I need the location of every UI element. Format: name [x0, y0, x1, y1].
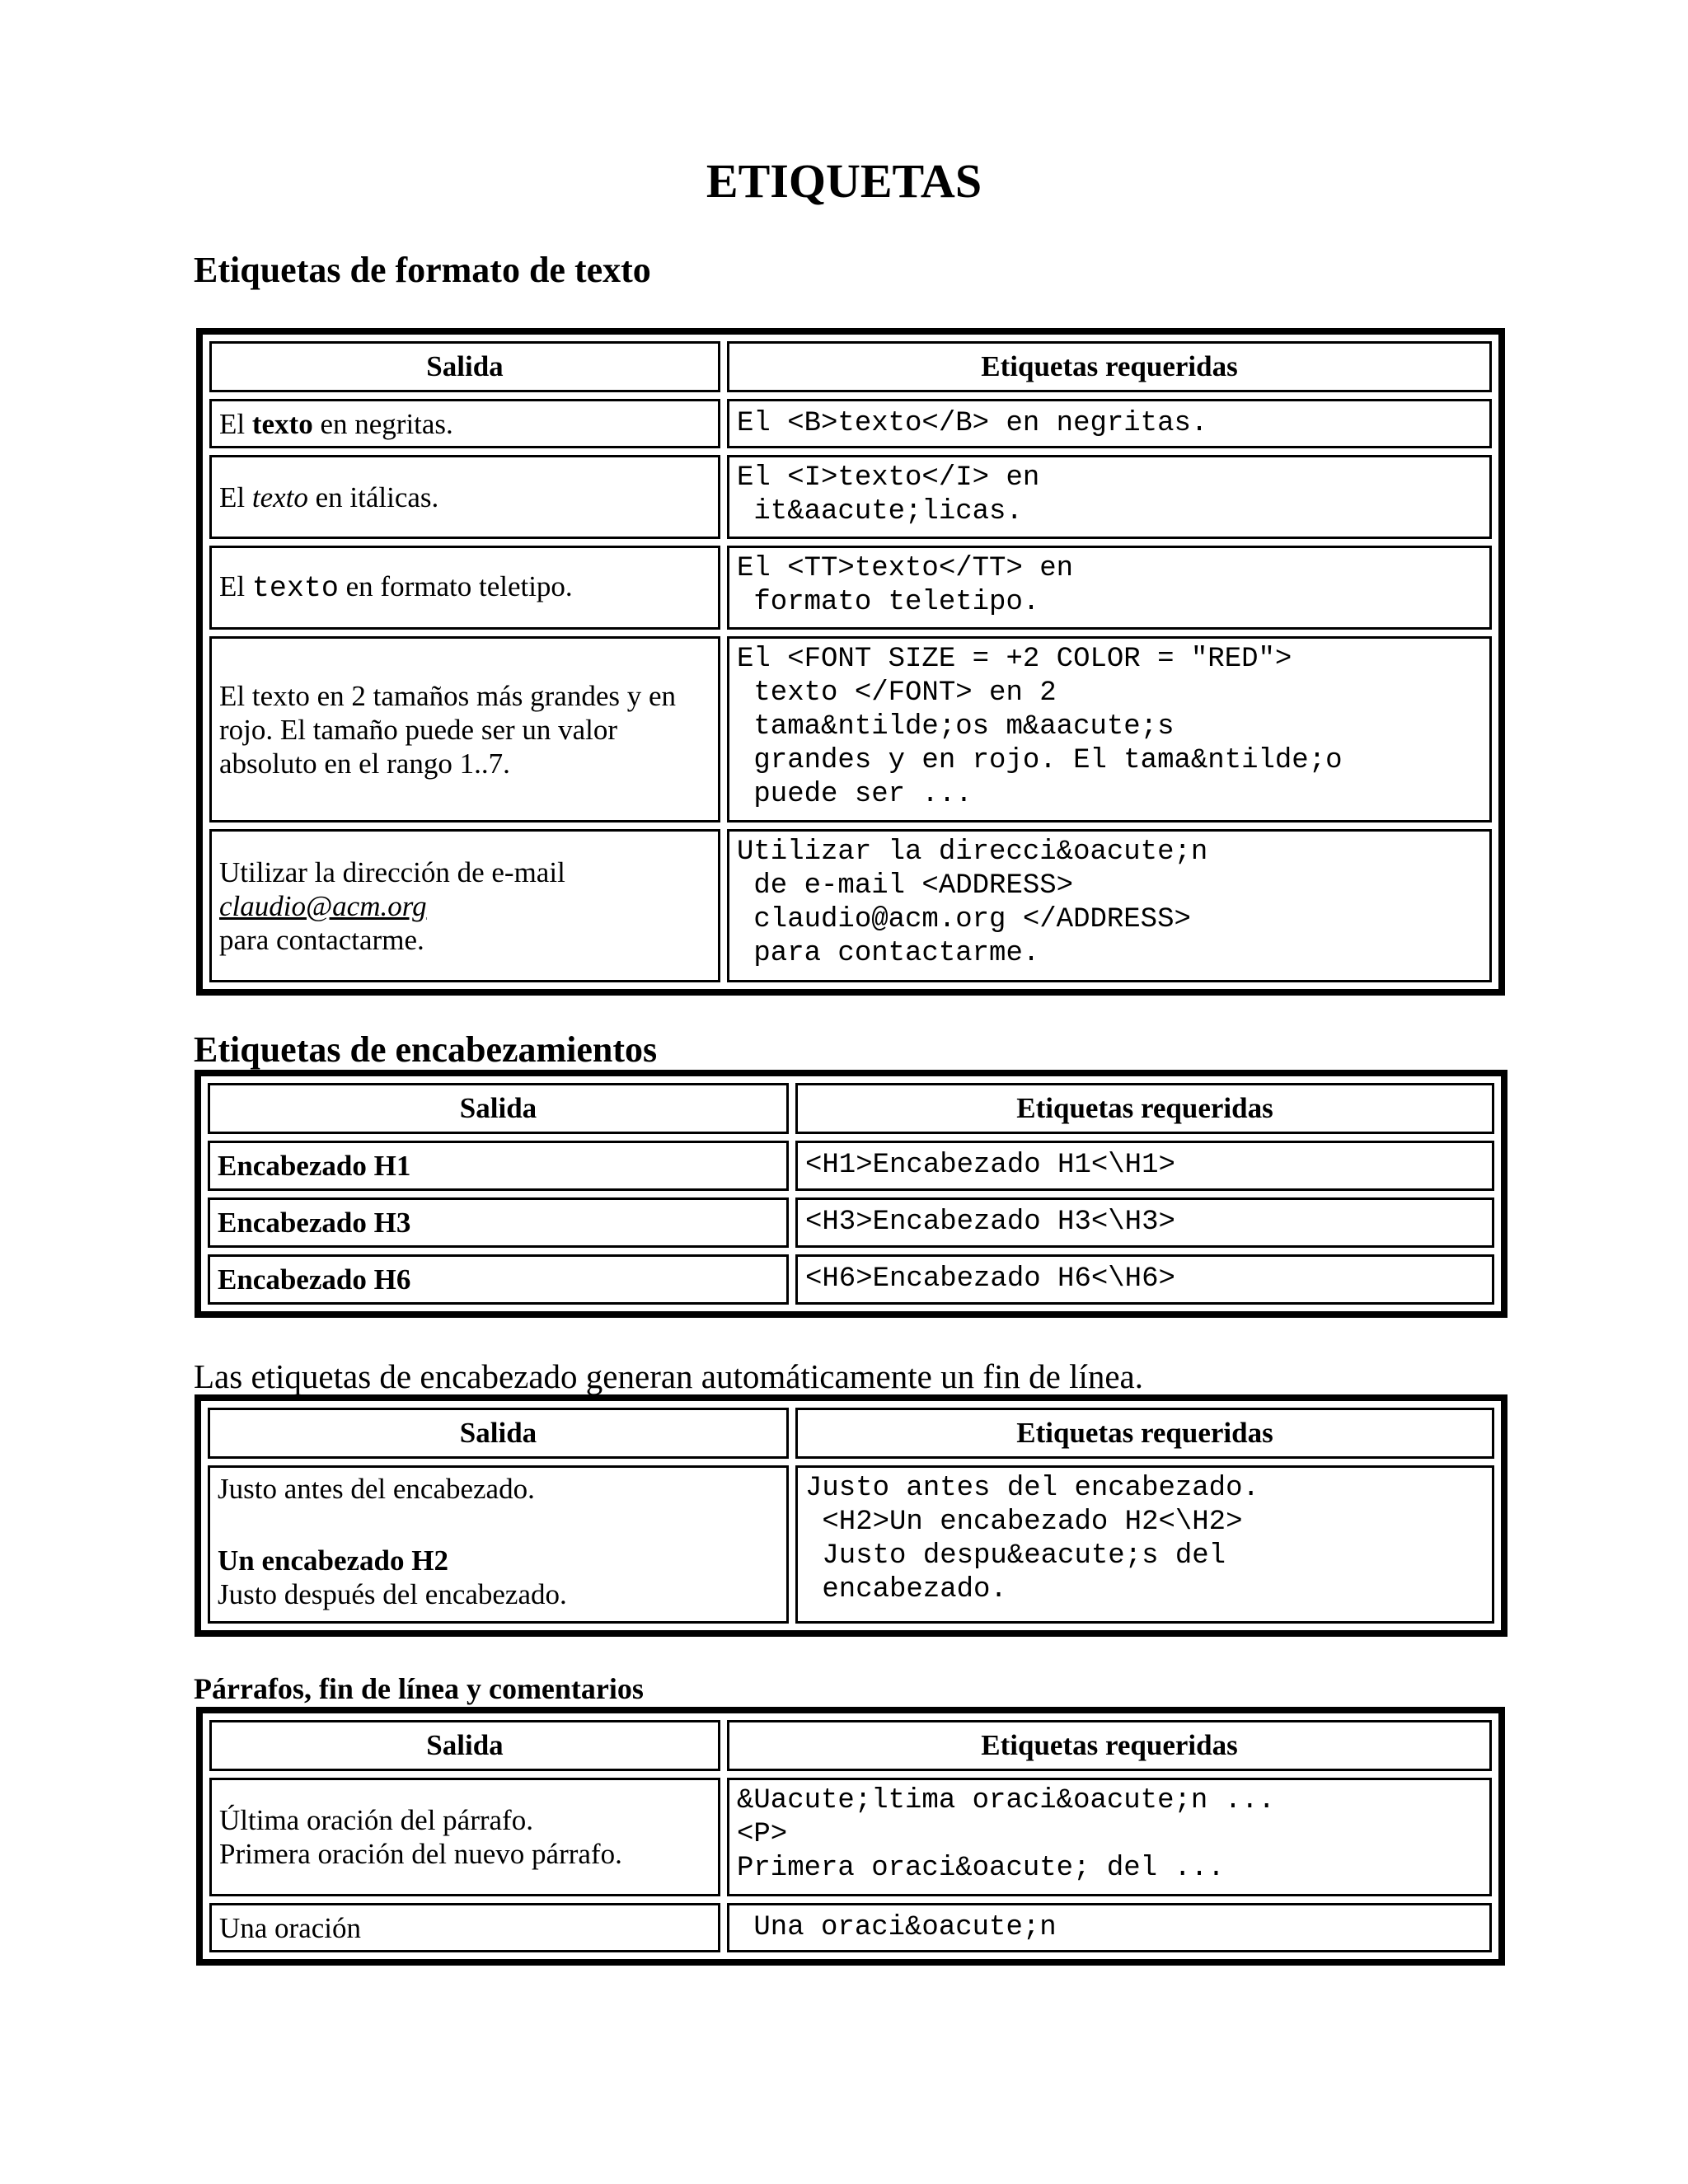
table-row: [209, 1778, 1492, 1896]
table-row: [208, 1465, 1494, 1624]
table-fin-linea: [195, 1394, 1507, 1637]
table-header-row: [208, 1408, 1494, 1459]
output-cell: [209, 546, 720, 630]
output-line: Primera oración del nuevo párrafo.: [219, 1838, 622, 1870]
table-row-teletipo: [209, 546, 1492, 630]
code-cell: El <I>texto</I> en it&aacute;licas.: [727, 455, 1492, 539]
section-heading-fin-linea: Las etiquetas de encabezado generan automáticamente un fin de línea.: [194, 1357, 1144, 1395]
output-cell: El texto en 2 tamaños más grandes y en rojo. El tamaño puede ser un valor absoluto en el rango 1..7.: [209, 636, 720, 823]
output-text-pre: El: [219, 407, 252, 440]
table-header-row: [208, 1083, 1494, 1134]
output-text-pre: El: [219, 570, 252, 602]
column-header-etiquetas: Etiquetas requeridas: [795, 1083, 1494, 1134]
code-cell: <H1>Encabezado H1<\H1>: [795, 1141, 1494, 1191]
table-row: [209, 1903, 1492, 1952]
output-text-post: en itálicas.: [307, 480, 439, 513]
table-row: [208, 1141, 1494, 1191]
code-cell: Una oraci&oacute;n: [727, 1903, 1492, 1952]
code-cell: El <TT>texto</TT> en formato teletipo.: [727, 546, 1492, 630]
column-header-etiquetas: Etiquetas requeridas: [795, 1408, 1494, 1459]
column-header-salida: Salida: [209, 1720, 720, 1771]
table-formato-texto: [196, 328, 1505, 996]
code-cell: Utilizar la direcci&oacute;n de e-mail <ADDRESS> claudio@acm.org </ADDRESS> para contactarme.: [727, 829, 1492, 982]
output-cell: [208, 1465, 789, 1624]
code-cell: El <B>texto</B> en negritas.: [727, 399, 1492, 448]
output-text-teletype: texto: [251, 572, 339, 605]
output-cell: Encabezado H6: [208, 1254, 789, 1305]
table-encabezamientos: [195, 1070, 1507, 1318]
column-header-salida: Salida: [209, 341, 720, 392]
table-row: [208, 1197, 1494, 1248]
table-parrafos: [196, 1707, 1505, 1966]
output-text-bold: texto: [251, 407, 313, 440]
output-line: Justo después del encabezado.: [218, 1578, 567, 1610]
output-h2-heading: Un encabezado H2: [218, 1544, 448, 1577]
code-cell: Justo antes del encabezado. <H2>Un encabezado H2<\H2> Justo despu&eacute;s del encabezado.: [795, 1465, 1494, 1624]
code-cell: El <FONT SIZE = +2 COLOR = "RED"> texto </FONT> en 2 tama&ntilde;os m&aacute;s grandes y en rojo. El tama&ntilde;o puede ser ...: [727, 636, 1492, 823]
output-line: Justo antes del encabezado.: [218, 1473, 535, 1505]
output-line: Utilizar la dirección de e-mail: [219, 855, 565, 888]
table-row-address: [209, 829, 1492, 982]
output-cell: Encabezado H1: [208, 1141, 789, 1191]
code-cell: <H6>Encabezado H6<\H6>: [795, 1254, 1494, 1305]
column-header-etiquetas: Etiquetas requeridas: [727, 1720, 1492, 1771]
output-cell: [209, 1778, 720, 1896]
output-line: para contactarme.: [219, 923, 424, 956]
output-cell: [209, 455, 720, 539]
output-text-italic: texto: [251, 480, 308, 513]
output-cell: Una oración: [209, 1903, 720, 1952]
section-heading-parrafos: Párrafos, fin de línea y comentarios: [194, 1672, 644, 1705]
output-text-post: en formato teletipo.: [338, 570, 573, 602]
column-header-salida: Salida: [208, 1408, 789, 1459]
table-row: [208, 1254, 1494, 1305]
output-line: Última oración del párrafo.: [219, 1804, 533, 1836]
column-header-etiquetas: Etiquetas requeridas: [727, 341, 1492, 392]
output-cell: [209, 829, 720, 982]
section-heading-encabezamientos: Etiquetas de encabezamientos: [194, 1029, 658, 1070]
table-header-row: [209, 341, 1492, 392]
code-cell: &Uacute;ltima oraci&oacute;n ... <P> Primera oraci&oacute; del ...: [727, 1778, 1492, 1896]
page-title: ETIQUETAS: [706, 154, 982, 208]
table-row-font: [209, 636, 1492, 823]
table-row-italicas: [209, 455, 1492, 539]
table-header-row: [209, 1720, 1492, 1771]
email-address: claudio@acm.org: [219, 889, 427, 922]
output-cell: [209, 399, 720, 448]
section-heading-formato: Etiquetas de formato de texto: [194, 250, 651, 290]
output-text-pre: El: [219, 480, 252, 513]
code-cell: <H3>Encabezado H3<\H3>: [795, 1197, 1494, 1248]
output-text-post: en negritas.: [312, 407, 453, 440]
table-row-negritas: [209, 399, 1492, 448]
column-header-salida: Salida: [208, 1083, 789, 1134]
output-cell: Encabezado H3: [208, 1197, 789, 1248]
